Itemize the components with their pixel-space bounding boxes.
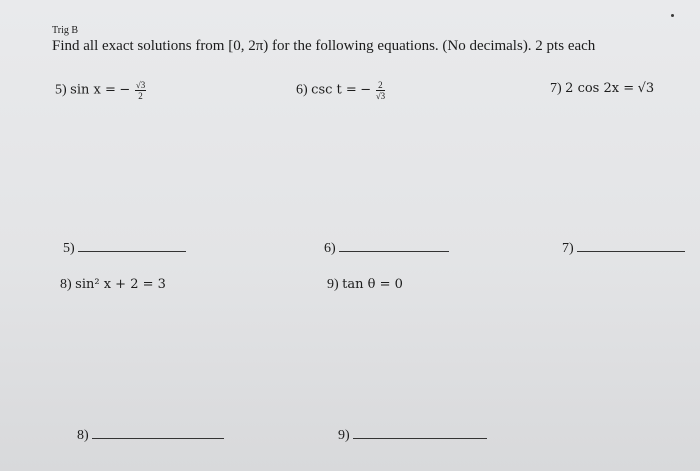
minus-sign: −	[360, 82, 372, 98]
problem-number: 5)	[55, 82, 67, 98]
answer-5-line	[63, 241, 186, 257]
problem-6	[296, 80, 386, 101]
problem-lhs: 2 cos 2x =	[565, 81, 635, 96]
answer-7-line	[562, 241, 685, 257]
paper-speck	[671, 14, 674, 17]
answer-7-blank[interactable]	[577, 250, 685, 252]
problem-expression: sin² x + 2 = 3	[75, 277, 166, 292]
answer-label: 9)	[338, 428, 350, 443]
problem-expression: tan θ = 0	[342, 277, 403, 292]
answer-label: 7)	[562, 241, 574, 256]
answer-9-blank[interactable]	[353, 437, 487, 439]
answer-label: 8)	[77, 428, 89, 443]
answer-9-line	[338, 428, 487, 444]
fraction	[376, 80, 385, 101]
fraction-denominator: √3	[375, 91, 386, 101]
problem-8	[60, 277, 166, 293]
answer-6-blank[interactable]	[339, 250, 449, 252]
problem-number: 6)	[296, 82, 308, 98]
problem-number: 9)	[327, 277, 339, 292]
minus-sign: −	[119, 82, 131, 98]
answer-6-line	[324, 241, 449, 257]
problem-5	[55, 80, 147, 101]
fraction-numerator: √3	[135, 80, 146, 90]
answer-8-blank[interactable]	[92, 437, 224, 439]
problem-7	[550, 81, 654, 97]
problem-lhs: csc t =	[311, 82, 357, 98]
problem-number: 7)	[550, 81, 562, 96]
answer-label: 6)	[324, 241, 336, 256]
problem-number: 8)	[60, 277, 72, 292]
answer-label: 5)	[63, 241, 75, 256]
fraction	[135, 80, 146, 101]
problem-lhs: sin x =	[70, 82, 116, 98]
answer-8-line	[77, 428, 224, 444]
instructions-text: Find all exact solutions from [0, 2π) for the following equations. (No decimals). 2 pts each	[52, 38, 596, 54]
fraction-denominator: 2	[138, 91, 143, 101]
course-label: Trig B	[52, 25, 79, 36]
problem-rhs: √3	[637, 81, 655, 96]
fraction-numerator: 2	[376, 80, 385, 91]
answer-5-blank[interactable]	[78, 250, 186, 252]
problem-9	[327, 277, 403, 293]
